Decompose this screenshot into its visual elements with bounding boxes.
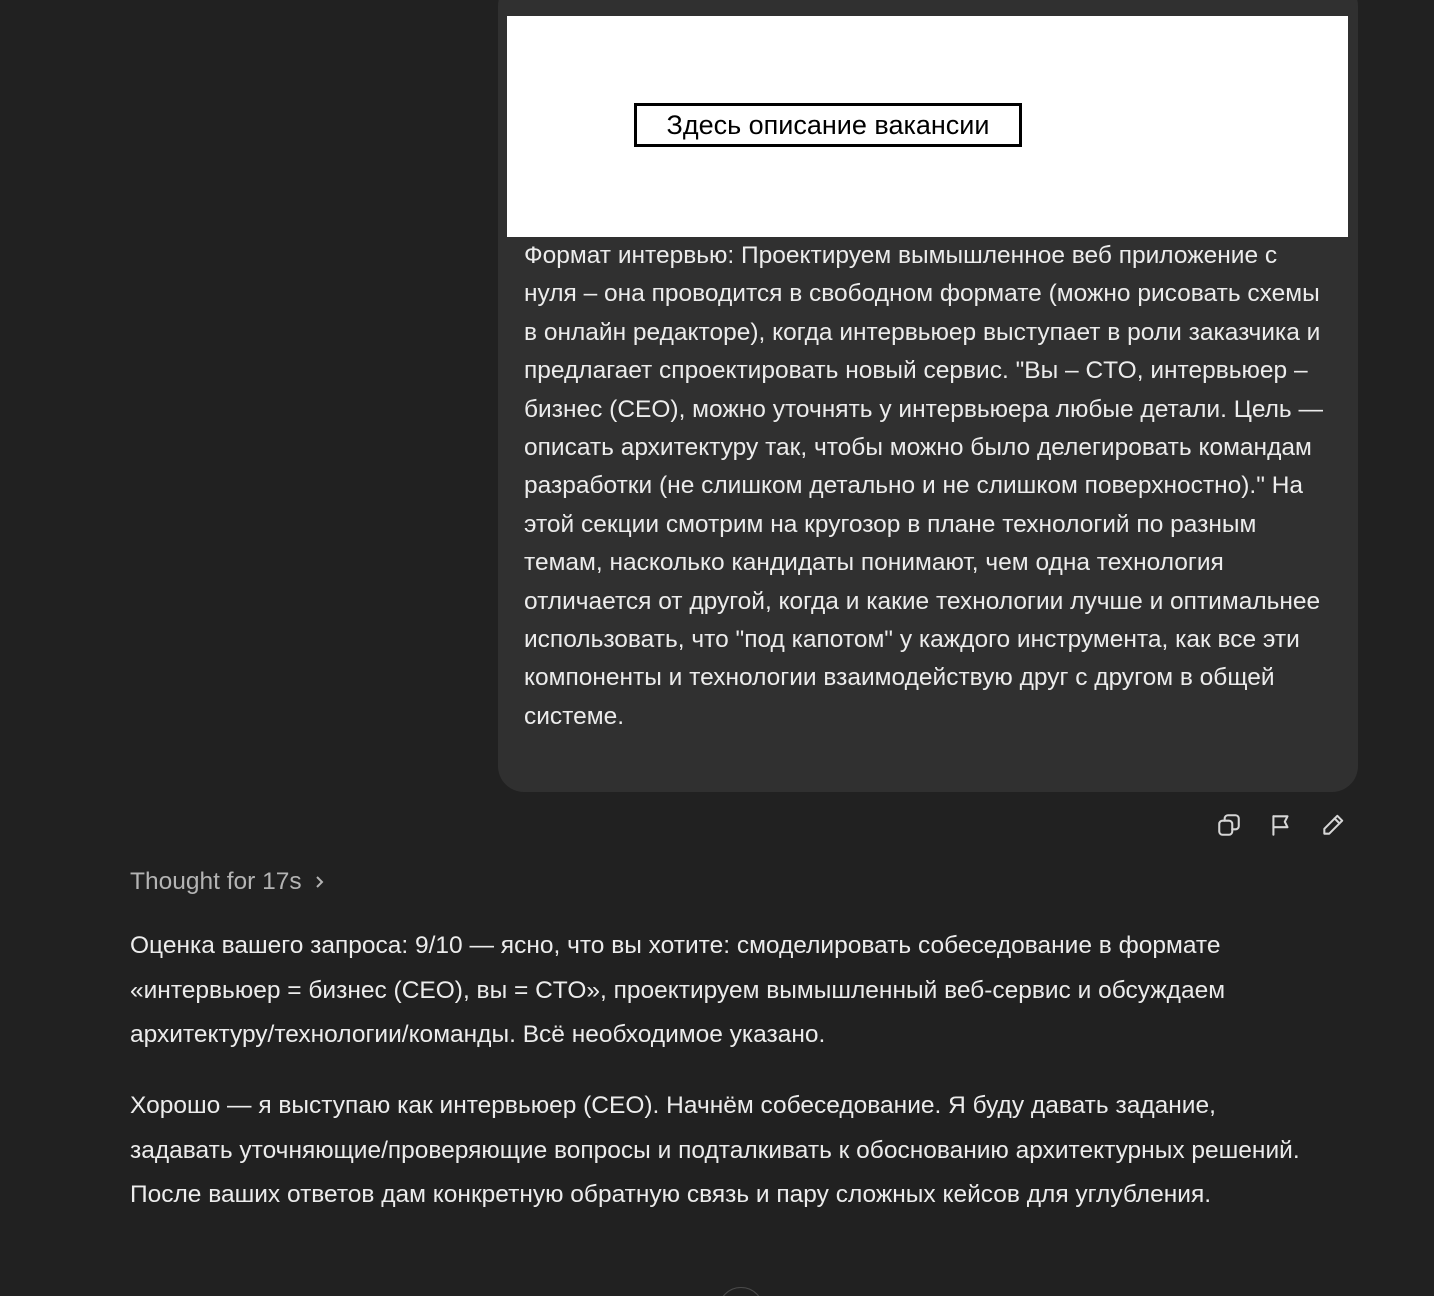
edit-button[interactable] (1314, 806, 1352, 844)
scroll-down-button[interactable] (718, 1287, 764, 1296)
assistant-paragraph: Хорошо — я выступаю как интервьюер (CEO). Начнём собеседование. Я буду давать задание, задавать уточняющие/проверяющие вопросы и подталкивать к обоснованию архитектурных решений. После ваших ответов дам конкретную обратную связь и пару сложных кейсов для углубления. (130, 1092, 1300, 1208)
thought-toggle[interactable] (130, 864, 326, 900)
thought-label: Thought for 17s (130, 868, 302, 895)
image-caption: Здесь описание вакансии (634, 103, 1022, 147)
pencil-icon (1320, 812, 1346, 838)
assistant-paragraph: Оценка вашего запроса: 9/10 — ясно, что вы хотите: смоделировать собеседование в формате «интервьюер = бизнес (CEO), вы = CTO», проектируем вымышленный веб-сервис и обсуждаем архитектуру/технологии/команды. Всё необходимое указано. (130, 932, 1226, 1048)
user-message-text: Формат интервью: Проектируем вымышленное веб приложение с нуля – она проводится в свободном формате (можно рисовать схемы в онлайн редакторе), когда интервьюер выступает в роли заказчика и предлагает спроектировать новый сервис. "Вы – CTO, интервьюер – бизнес (CEO), можно уточнять у интервьюера любые детали. Цель — описать архитектуру так, чтобы можно было делегировать командам разработки (не слишком детально и не слишком поверхностно)." На этой секции смотрим на кругозор в плане технологий по разным темам, насколько кандидаты понимают, чем одна технология отличается от другой, когда и какие технологии лучше и оптимальнее использовать, что "под капотом" у каждого инструмента, как все эти компоненты и технологии взаимодействую друг с другом в общей системе. (524, 242, 1324, 730)
attached-image[interactable] (507, 16, 1348, 237)
report-button[interactable] (1262, 806, 1300, 844)
flag-icon (1268, 812, 1294, 838)
copy-button[interactable] (1210, 806, 1248, 844)
copy-icon (1216, 812, 1242, 838)
message-actions (1210, 806, 1352, 844)
chevron-right-icon (312, 875, 326, 889)
